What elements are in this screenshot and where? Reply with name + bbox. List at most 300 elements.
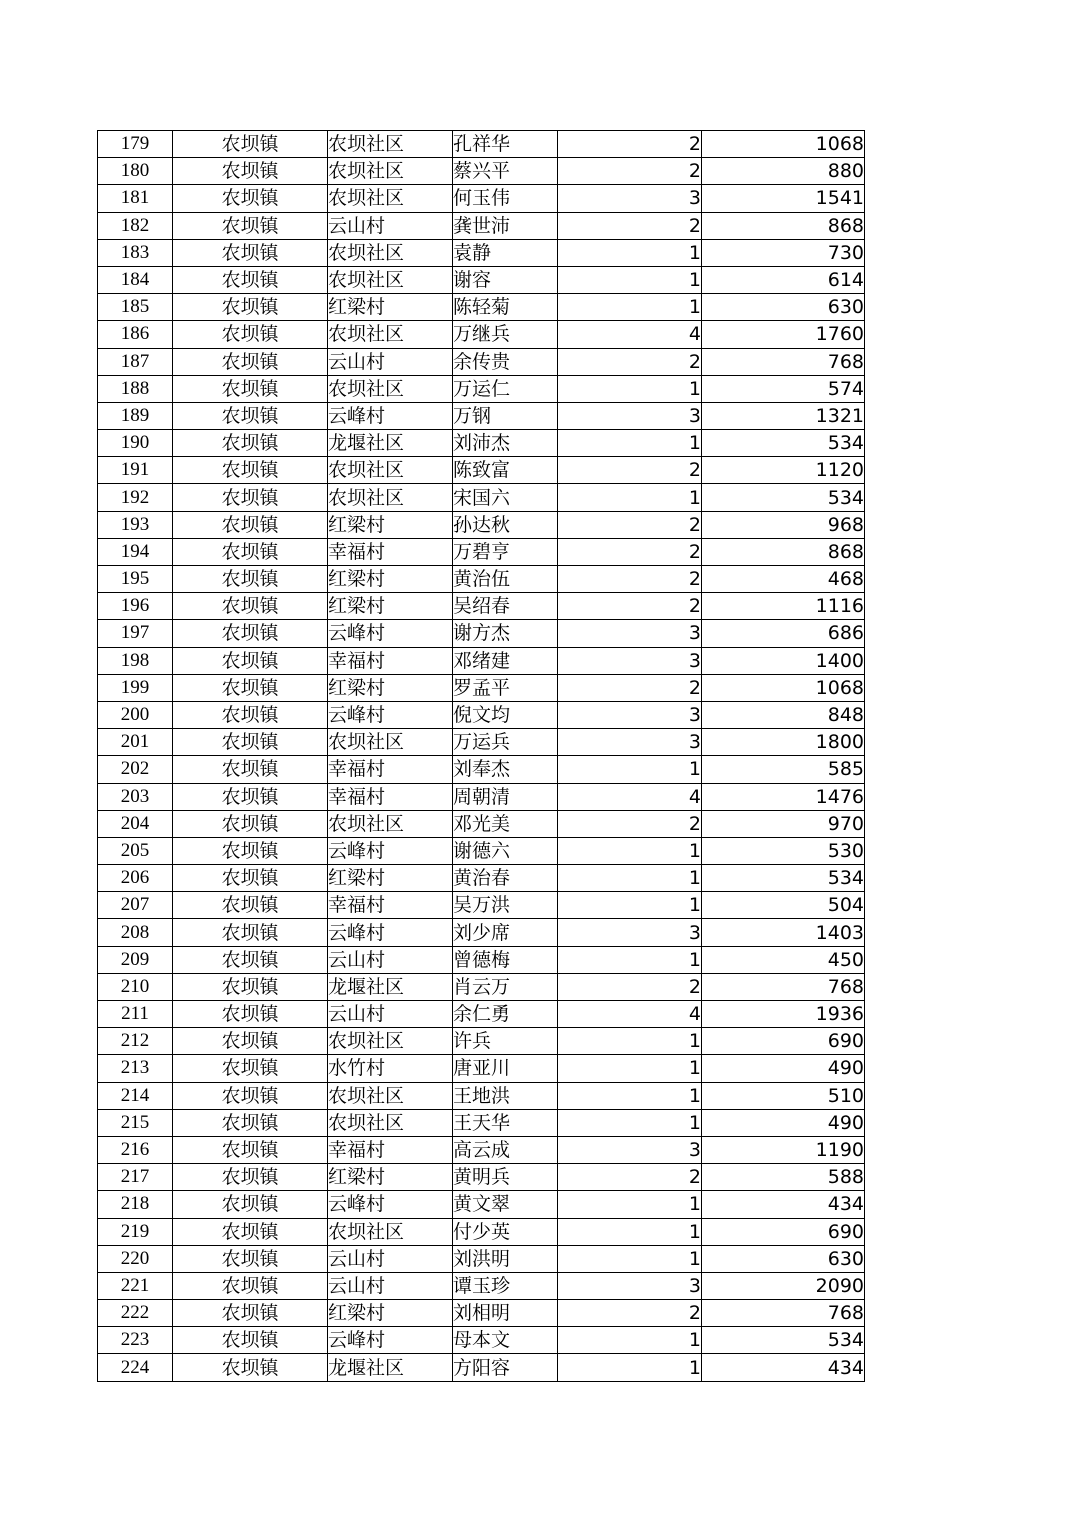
town-cell: 农坝镇 xyxy=(173,1300,328,1327)
village-cell: 农坝社区 xyxy=(328,266,453,293)
amount-cell: 504 xyxy=(702,892,865,919)
name-cell: 余仁勇 xyxy=(453,1001,558,1028)
amount-cell: 970 xyxy=(702,810,865,837)
town-cell: 农坝镇 xyxy=(173,1055,328,1082)
count-cell: 1 xyxy=(558,1245,702,1272)
amount-cell: 1936 xyxy=(702,1001,865,1028)
count-cell: 1 xyxy=(558,1218,702,1245)
table-row xyxy=(98,484,865,511)
table-row xyxy=(98,647,865,674)
village-cell: 水竹村 xyxy=(328,1055,453,1082)
count-cell: 3 xyxy=(558,620,702,647)
row-number-cell: 191 xyxy=(98,457,173,484)
row-number-cell: 205 xyxy=(98,837,173,864)
name-cell: 陈轻菊 xyxy=(453,294,558,321)
name-cell: 吴万洪 xyxy=(453,892,558,919)
name-cell: 谢容 xyxy=(453,266,558,293)
row-number-cell: 182 xyxy=(98,212,173,239)
count-cell: 3 xyxy=(558,1272,702,1299)
row-number-cell: 218 xyxy=(98,1191,173,1218)
table-row xyxy=(98,674,865,701)
count-cell: 3 xyxy=(558,185,702,212)
count-cell: 2 xyxy=(558,212,702,239)
table-row xyxy=(98,1082,865,1109)
village-cell: 云峰村 xyxy=(328,1327,453,1354)
table-row xyxy=(98,1218,865,1245)
row-number-cell: 212 xyxy=(98,1028,173,1055)
row-number-cell: 201 xyxy=(98,729,173,756)
table-row xyxy=(98,1245,865,1272)
count-cell: 1 xyxy=(558,946,702,973)
name-cell: 万运仁 xyxy=(453,375,558,402)
town-cell: 农坝镇 xyxy=(173,810,328,837)
row-number-cell: 224 xyxy=(98,1354,173,1381)
count-cell: 1 xyxy=(558,1327,702,1354)
count-cell: 2 xyxy=(558,511,702,538)
table-row xyxy=(98,1028,865,1055)
table-row xyxy=(98,593,865,620)
table-row xyxy=(98,294,865,321)
row-number-cell: 180 xyxy=(98,158,173,185)
name-cell: 孔祥华 xyxy=(453,131,558,158)
count-cell: 2 xyxy=(558,131,702,158)
village-cell: 红梁村 xyxy=(328,1300,453,1327)
town-cell: 农坝镇 xyxy=(173,131,328,158)
count-cell: 2 xyxy=(558,158,702,185)
table-row xyxy=(98,239,865,266)
town-cell: 农坝镇 xyxy=(173,1354,328,1381)
name-cell: 曾德梅 xyxy=(453,946,558,973)
amount-cell: 1321 xyxy=(702,402,865,429)
name-cell: 邓绪建 xyxy=(453,647,558,674)
amount-cell: 1400 xyxy=(702,647,865,674)
table-row xyxy=(98,973,865,1000)
village-cell: 云山村 xyxy=(328,1245,453,1272)
table-row xyxy=(98,1055,865,1082)
town-cell: 农坝镇 xyxy=(173,593,328,620)
name-cell: 刘奉杰 xyxy=(453,756,558,783)
amount-cell: 768 xyxy=(702,1300,865,1327)
count-cell: 2 xyxy=(558,1300,702,1327)
village-cell: 红梁村 xyxy=(328,593,453,620)
town-cell: 农坝镇 xyxy=(173,1136,328,1163)
count-cell: 2 xyxy=(558,674,702,701)
town-cell: 农坝镇 xyxy=(173,348,328,375)
count-cell: 2 xyxy=(558,1164,702,1191)
amount-cell: 690 xyxy=(702,1218,865,1245)
name-cell: 母本文 xyxy=(453,1327,558,1354)
amount-cell: 490 xyxy=(702,1055,865,1082)
row-number-cell: 217 xyxy=(98,1164,173,1191)
count-cell: 1 xyxy=(558,239,702,266)
row-number-cell: 196 xyxy=(98,593,173,620)
amount-cell: 868 xyxy=(702,538,865,565)
table-row xyxy=(98,1191,865,1218)
town-cell: 农坝镇 xyxy=(173,973,328,1000)
village-cell: 红梁村 xyxy=(328,294,453,321)
town-cell: 农坝镇 xyxy=(173,946,328,973)
table-row xyxy=(98,1136,865,1163)
count-cell: 4 xyxy=(558,321,702,348)
name-cell: 刘洪明 xyxy=(453,1245,558,1272)
name-cell: 肖云万 xyxy=(453,973,558,1000)
village-cell: 云山村 xyxy=(328,1001,453,1028)
count-cell: 4 xyxy=(558,783,702,810)
amount-cell: 968 xyxy=(702,511,865,538)
town-cell: 农坝镇 xyxy=(173,158,328,185)
name-cell: 倪文均 xyxy=(453,701,558,728)
row-number-cell: 189 xyxy=(98,402,173,429)
village-cell: 农坝社区 xyxy=(328,729,453,756)
row-number-cell: 200 xyxy=(98,701,173,728)
count-cell: 3 xyxy=(558,647,702,674)
town-cell: 农坝镇 xyxy=(173,647,328,674)
name-cell: 黄明兵 xyxy=(453,1164,558,1191)
row-number-cell: 215 xyxy=(98,1109,173,1136)
village-cell: 红梁村 xyxy=(328,674,453,701)
data-table xyxy=(97,130,865,1382)
village-cell: 云峰村 xyxy=(328,402,453,429)
amount-cell: 534 xyxy=(702,430,865,457)
table-row xyxy=(98,457,865,484)
table-row xyxy=(98,1272,865,1299)
amount-cell: 1403 xyxy=(702,919,865,946)
row-number-cell: 192 xyxy=(98,484,173,511)
table-row xyxy=(98,538,865,565)
table-row xyxy=(98,430,865,457)
town-cell: 农坝镇 xyxy=(173,701,328,728)
town-cell: 农坝镇 xyxy=(173,321,328,348)
town-cell: 农坝镇 xyxy=(173,1191,328,1218)
row-number-cell: 220 xyxy=(98,1245,173,1272)
town-cell: 农坝镇 xyxy=(173,511,328,538)
name-cell: 袁静 xyxy=(453,239,558,266)
row-number-cell: 206 xyxy=(98,865,173,892)
name-cell: 许兵 xyxy=(453,1028,558,1055)
village-cell: 幸福村 xyxy=(328,1136,453,1163)
village-cell: 云峰村 xyxy=(328,837,453,864)
row-number-cell: 185 xyxy=(98,294,173,321)
amount-cell: 768 xyxy=(702,973,865,1000)
town-cell: 农坝镇 xyxy=(173,185,328,212)
table-row xyxy=(98,1354,865,1381)
count-cell: 1 xyxy=(558,1055,702,1082)
row-number-cell: 219 xyxy=(98,1218,173,1245)
town-cell: 农坝镇 xyxy=(173,1001,328,1028)
count-cell: 2 xyxy=(558,973,702,1000)
town-cell: 农坝镇 xyxy=(173,1028,328,1055)
row-number-cell: 195 xyxy=(98,566,173,593)
town-cell: 农坝镇 xyxy=(173,538,328,565)
name-cell: 吴绍春 xyxy=(453,593,558,620)
row-number-cell: 183 xyxy=(98,239,173,266)
name-cell: 黄文翠 xyxy=(453,1191,558,1218)
row-number-cell: 197 xyxy=(98,620,173,647)
row-number-cell: 190 xyxy=(98,430,173,457)
table-row xyxy=(98,566,865,593)
village-cell: 红梁村 xyxy=(328,1164,453,1191)
count-cell: 2 xyxy=(558,348,702,375)
row-number-cell: 181 xyxy=(98,185,173,212)
table-row xyxy=(98,1001,865,1028)
amount-cell: 1068 xyxy=(702,674,865,701)
table-row xyxy=(98,1300,865,1327)
count-cell: 2 xyxy=(558,810,702,837)
village-cell: 云峰村 xyxy=(328,1191,453,1218)
name-cell: 万钢 xyxy=(453,402,558,429)
table-row xyxy=(98,212,865,239)
count-cell: 1 xyxy=(558,1191,702,1218)
amount-cell: 848 xyxy=(702,701,865,728)
town-cell: 农坝镇 xyxy=(173,620,328,647)
town-cell: 农坝镇 xyxy=(173,402,328,429)
count-cell: 1 xyxy=(558,1109,702,1136)
village-cell: 云山村 xyxy=(328,946,453,973)
name-cell: 万继兵 xyxy=(453,321,558,348)
table-row xyxy=(98,946,865,973)
town-cell: 农坝镇 xyxy=(173,1218,328,1245)
name-cell: 余传贵 xyxy=(453,348,558,375)
table-row xyxy=(98,348,865,375)
table-row xyxy=(98,402,865,429)
count-cell: 1 xyxy=(558,865,702,892)
town-cell: 农坝镇 xyxy=(173,566,328,593)
amount-cell: 868 xyxy=(702,212,865,239)
village-cell: 幸福村 xyxy=(328,647,453,674)
count-cell: 1 xyxy=(558,756,702,783)
amount-cell: 574 xyxy=(702,375,865,402)
table-row xyxy=(98,810,865,837)
count-cell: 1 xyxy=(558,484,702,511)
row-number-cell: 202 xyxy=(98,756,173,783)
count-cell: 3 xyxy=(558,701,702,728)
village-cell: 云山村 xyxy=(328,1272,453,1299)
town-cell: 农坝镇 xyxy=(173,783,328,810)
name-cell: 邓光美 xyxy=(453,810,558,837)
table-row xyxy=(98,892,865,919)
table-row xyxy=(98,131,865,158)
amount-cell: 585 xyxy=(702,756,865,783)
name-cell: 方阳容 xyxy=(453,1354,558,1381)
name-cell: 陈致富 xyxy=(453,457,558,484)
town-cell: 农坝镇 xyxy=(173,1109,328,1136)
table-row xyxy=(98,511,865,538)
amount-cell: 2090 xyxy=(702,1272,865,1299)
village-cell: 龙堰社区 xyxy=(328,430,453,457)
village-cell: 云峰村 xyxy=(328,919,453,946)
table-row xyxy=(98,837,865,864)
count-cell: 1 xyxy=(558,1082,702,1109)
row-number-cell: 208 xyxy=(98,919,173,946)
town-cell: 农坝镇 xyxy=(173,1082,328,1109)
row-number-cell: 184 xyxy=(98,266,173,293)
amount-cell: 1760 xyxy=(702,321,865,348)
amount-cell: 1068 xyxy=(702,131,865,158)
amount-cell: 1116 xyxy=(702,593,865,620)
amount-cell: 588 xyxy=(702,1164,865,1191)
amount-cell: 1476 xyxy=(702,783,865,810)
village-cell: 云峰村 xyxy=(328,701,453,728)
count-cell: 4 xyxy=(558,1001,702,1028)
village-cell: 幸福村 xyxy=(328,538,453,565)
count-cell: 2 xyxy=(558,538,702,565)
name-cell: 王天华 xyxy=(453,1109,558,1136)
village-cell: 农坝社区 xyxy=(328,1082,453,1109)
row-number-cell: 194 xyxy=(98,538,173,565)
town-cell: 农坝镇 xyxy=(173,729,328,756)
count-cell: 1 xyxy=(558,375,702,402)
village-cell: 红梁村 xyxy=(328,511,453,538)
name-cell: 罗孟平 xyxy=(453,674,558,701)
name-cell: 刘相明 xyxy=(453,1300,558,1327)
village-cell: 幸福村 xyxy=(328,892,453,919)
count-cell: 1 xyxy=(558,294,702,321)
town-cell: 农坝镇 xyxy=(173,837,328,864)
table-row xyxy=(98,865,865,892)
table-row xyxy=(98,375,865,402)
amount-cell: 434 xyxy=(702,1354,865,1381)
count-cell: 2 xyxy=(558,457,702,484)
row-number-cell: 216 xyxy=(98,1136,173,1163)
row-number-cell: 199 xyxy=(98,674,173,701)
name-cell: 唐亚川 xyxy=(453,1055,558,1082)
amount-cell: 534 xyxy=(702,484,865,511)
village-cell: 农坝社区 xyxy=(328,239,453,266)
town-cell: 农坝镇 xyxy=(173,457,328,484)
count-cell: 1 xyxy=(558,892,702,919)
count-cell: 1 xyxy=(558,430,702,457)
amount-cell: 686 xyxy=(702,620,865,647)
row-number-cell: 213 xyxy=(98,1055,173,1082)
village-cell: 农坝社区 xyxy=(328,457,453,484)
table-row xyxy=(98,158,865,185)
village-cell: 农坝社区 xyxy=(328,131,453,158)
count-cell: 3 xyxy=(558,1136,702,1163)
table-row xyxy=(98,321,865,348)
count-cell: 1 xyxy=(558,266,702,293)
table-row xyxy=(98,1164,865,1191)
town-cell: 农坝镇 xyxy=(173,919,328,946)
village-cell: 农坝社区 xyxy=(328,185,453,212)
village-cell: 农坝社区 xyxy=(328,321,453,348)
count-cell: 2 xyxy=(558,566,702,593)
name-cell: 何玉伟 xyxy=(453,185,558,212)
row-number-cell: 179 xyxy=(98,131,173,158)
amount-cell: 490 xyxy=(702,1109,865,1136)
amount-cell: 510 xyxy=(702,1082,865,1109)
name-cell: 付少英 xyxy=(453,1218,558,1245)
count-cell: 1 xyxy=(558,1028,702,1055)
table-row xyxy=(98,783,865,810)
table-row xyxy=(98,729,865,756)
town-cell: 农坝镇 xyxy=(173,1245,328,1272)
village-cell: 农坝社区 xyxy=(328,810,453,837)
row-number-cell: 204 xyxy=(98,810,173,837)
table-row xyxy=(98,919,865,946)
amount-cell: 630 xyxy=(702,294,865,321)
row-number-cell: 210 xyxy=(98,973,173,1000)
name-cell: 谭玉珍 xyxy=(453,1272,558,1299)
village-cell: 农坝社区 xyxy=(328,484,453,511)
town-cell: 农坝镇 xyxy=(173,1164,328,1191)
row-number-cell: 211 xyxy=(98,1001,173,1028)
village-cell: 农坝社区 xyxy=(328,1218,453,1245)
row-number-cell: 223 xyxy=(98,1327,173,1354)
town-cell: 农坝镇 xyxy=(173,1272,328,1299)
row-number-cell: 214 xyxy=(98,1082,173,1109)
count-cell: 3 xyxy=(558,402,702,429)
row-number-cell: 187 xyxy=(98,348,173,375)
row-number-cell: 209 xyxy=(98,946,173,973)
name-cell: 宋国六 xyxy=(453,484,558,511)
name-cell: 刘少席 xyxy=(453,919,558,946)
count-cell: 3 xyxy=(558,729,702,756)
village-cell: 农坝社区 xyxy=(328,158,453,185)
amount-cell: 534 xyxy=(702,1327,865,1354)
village-cell: 红梁村 xyxy=(328,865,453,892)
town-cell: 农坝镇 xyxy=(173,484,328,511)
town-cell: 农坝镇 xyxy=(173,212,328,239)
town-cell: 农坝镇 xyxy=(173,430,328,457)
row-number-cell: 198 xyxy=(98,647,173,674)
table-row xyxy=(98,1109,865,1136)
row-number-cell: 193 xyxy=(98,511,173,538)
amount-cell: 630 xyxy=(702,1245,865,1272)
amount-cell: 450 xyxy=(702,946,865,973)
town-cell: 农坝镇 xyxy=(173,756,328,783)
row-number-cell: 221 xyxy=(98,1272,173,1299)
amount-cell: 614 xyxy=(702,266,865,293)
village-cell: 云峰村 xyxy=(328,620,453,647)
amount-cell: 1800 xyxy=(702,729,865,756)
amount-cell: 534 xyxy=(702,865,865,892)
amount-cell: 1190 xyxy=(702,1136,865,1163)
amount-cell: 768 xyxy=(702,348,865,375)
name-cell: 高云成 xyxy=(453,1136,558,1163)
village-cell: 云山村 xyxy=(328,348,453,375)
count-cell: 2 xyxy=(558,593,702,620)
village-cell: 农坝社区 xyxy=(328,1028,453,1055)
town-cell: 农坝镇 xyxy=(173,266,328,293)
name-cell: 万碧亨 xyxy=(453,538,558,565)
village-cell: 农坝社区 xyxy=(328,1109,453,1136)
town-cell: 农坝镇 xyxy=(173,892,328,919)
amount-cell: 434 xyxy=(702,1191,865,1218)
amount-cell: 880 xyxy=(702,158,865,185)
town-cell: 农坝镇 xyxy=(173,294,328,321)
name-cell: 黄治伍 xyxy=(453,566,558,593)
name-cell: 孙达秋 xyxy=(453,511,558,538)
name-cell: 谢德六 xyxy=(453,837,558,864)
name-cell: 刘沛杰 xyxy=(453,430,558,457)
town-cell: 农坝镇 xyxy=(173,1327,328,1354)
table-row xyxy=(98,185,865,212)
count-cell: 1 xyxy=(558,837,702,864)
name-cell: 龚世沛 xyxy=(453,212,558,239)
town-cell: 农坝镇 xyxy=(173,865,328,892)
amount-cell: 1541 xyxy=(702,185,865,212)
table-body xyxy=(98,131,865,1382)
amount-cell: 690 xyxy=(702,1028,865,1055)
row-number-cell: 188 xyxy=(98,375,173,402)
count-cell: 1 xyxy=(558,1354,702,1381)
village-cell: 红梁村 xyxy=(328,566,453,593)
amount-cell: 530 xyxy=(702,837,865,864)
town-cell: 农坝镇 xyxy=(173,674,328,701)
name-cell: 万运兵 xyxy=(453,729,558,756)
table-row xyxy=(98,620,865,647)
amount-cell: 1120 xyxy=(702,457,865,484)
